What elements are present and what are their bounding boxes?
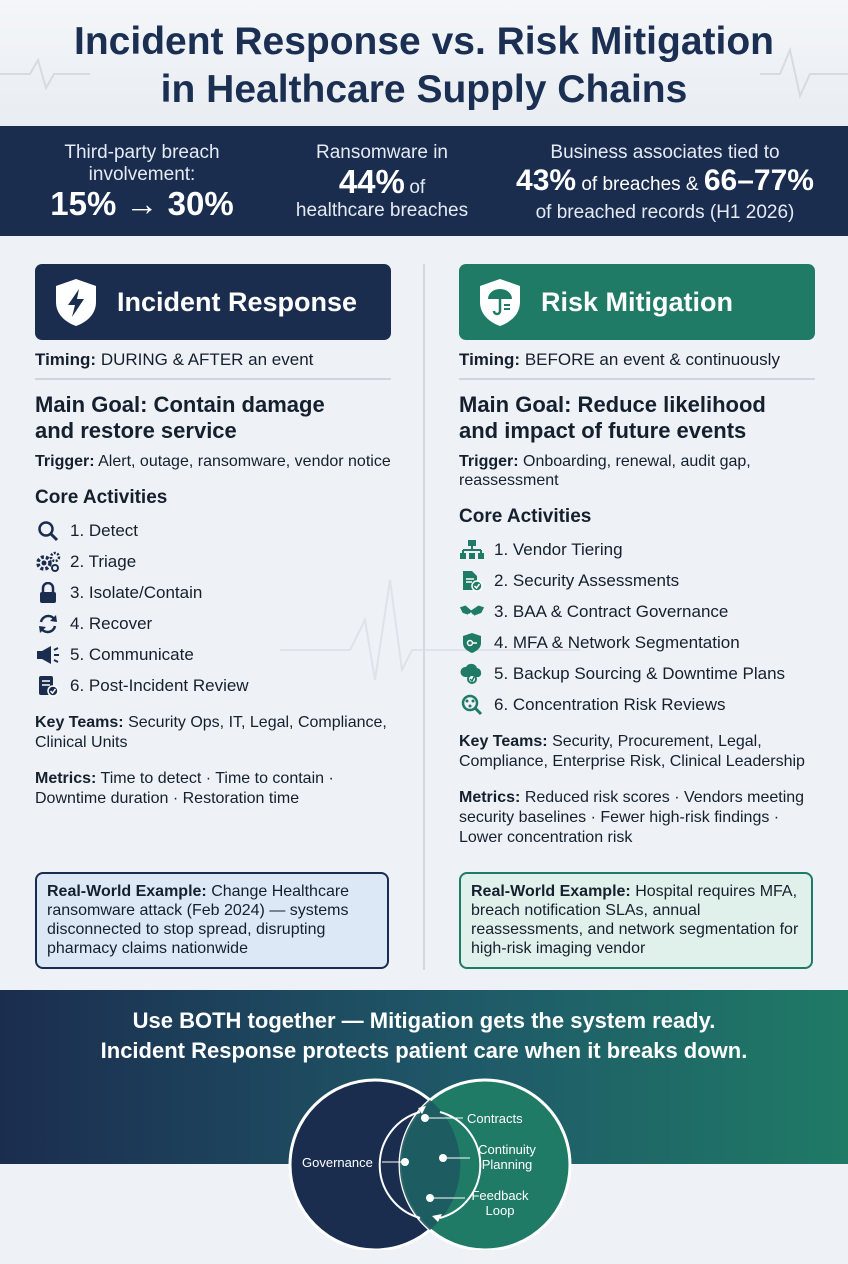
activity-label: 5. Communicate (70, 644, 194, 664)
stat-value: 15% → 30% (50, 185, 234, 222)
stat-business-associates (500, 142, 830, 224)
node-dot (439, 1154, 447, 1162)
timing-value: DURING & AFTER an event (100, 350, 314, 369)
stat-label: Ransomware in (316, 142, 448, 163)
metrics-value: Reduced risk scores · Vendors meeting security baselines · Fewer high-risk findings · Lower concentration risk (459, 789, 805, 846)
activity-label: 6. Concentration Risk Reviews (494, 694, 726, 714)
title-line-2: in Healthcare Supply Chains (160, 68, 688, 111)
metrics (459, 788, 815, 848)
example-text: Change Healthcare ransomware attack (Feb 2024) — systems disconnected to stop spread, disrupting pharmacy claims nationwide (47, 883, 350, 957)
activity-label: 2. Security Assessments (494, 570, 680, 590)
activity-label: 3. Isolate/Contain (70, 582, 203, 602)
shield-icon (459, 631, 485, 655)
shield-umbrella-icon (473, 275, 527, 329)
activity-label: 4. Recover (70, 613, 153, 633)
stat-value: 66–77% (703, 164, 814, 197)
stat-value: 44% (338, 163, 405, 200)
column-divider (423, 264, 425, 970)
metrics-value: Time to detect · Time to contain · Downtime duration · Restoration time (35, 770, 334, 807)
example-label: Real-World Example: (471, 883, 631, 900)
summary-line-2: Incident Response protects patient care when it breaks down. (100, 1038, 748, 1063)
real-world-example-box (35, 872, 389, 969)
activity-label: 6. Post-Incident Review (70, 675, 249, 695)
column-title: Risk Mitigation (541, 286, 734, 317)
venn-label-feedback: Feedback Loop (471, 1188, 529, 1218)
shield-lightning-icon (49, 275, 103, 329)
activity-label: 1. Detect (70, 520, 139, 540)
handshake-icon (459, 600, 485, 624)
activity-list (35, 515, 391, 701)
list-item (459, 689, 815, 720)
list-item (35, 608, 391, 639)
report-check-icon (35, 674, 61, 698)
teams-value: Security, Procurement, Legal, Compliance, Enterprise Risk, Clinical Leadership (459, 733, 805, 770)
timing-value: BEFORE an event & continuously (524, 350, 780, 369)
node-dot (421, 1114, 429, 1122)
list-item (459, 596, 815, 627)
venn-label-continuity: Continuity Planning (478, 1142, 536, 1172)
goal-line: and impact of future events (459, 418, 747, 443)
example-text: Hospital requires MFA, breach notification SLAs, annual reassessments, and network segmentation for high-risk imaging vendor (471, 883, 799, 957)
metrics-label: Metrics: (459, 789, 521, 806)
key-teams (459, 732, 815, 772)
stat-of: of (409, 177, 426, 198)
hierarchy-icon (459, 538, 485, 562)
node-dot (426, 1194, 434, 1202)
activity-label: 3. BAA & Contract Governance (494, 601, 729, 621)
metrics-label: Metrics: (35, 770, 97, 787)
trigger-label: Trigger: (459, 453, 519, 470)
incident-response-header (35, 264, 391, 340)
stat-suffix: healthcare breaches (295, 200, 469, 221)
list-item (459, 658, 815, 689)
activity-list (459, 534, 815, 720)
list-item (35, 670, 391, 701)
stat-suffix: of breached records (H1 2026) (535, 202, 795, 223)
cloud-sync-icon (459, 662, 485, 686)
example-label: Real-World Example: (47, 883, 207, 900)
list-item (35, 639, 391, 670)
timing-row (459, 350, 815, 380)
activity-label: 1. Vendor Tiering (494, 539, 623, 559)
search-icon (35, 519, 61, 543)
stat-label: Third-party breach (64, 142, 220, 163)
trigger-value: Alert, outage, ransomware, vendor notice (98, 453, 391, 470)
activity-label: 2. Triage (70, 551, 137, 571)
teams-value: Security Ops, IT, Legal, Compliance, Clinical Units (35, 714, 387, 751)
node-dot (401, 1158, 409, 1166)
teams-label: Key Teams: (459, 733, 548, 750)
activity-label: 4. MFA & Network Segmentation (494, 632, 740, 652)
trigger-label: Trigger: (35, 453, 95, 470)
magnifier-network-icon (459, 693, 485, 717)
trigger-row (459, 452, 815, 490)
list-item (35, 515, 391, 546)
risk-mitigation-column (459, 264, 815, 957)
incident-response-column (35, 264, 391, 957)
goal-line: Main Goal: Reduce likelihood (459, 392, 766, 417)
stat-ransomware (282, 142, 482, 222)
stat-mid-text: of breaches & (581, 174, 699, 195)
list-item (35, 577, 391, 608)
key-teams (35, 713, 391, 753)
column-title: Incident Response (117, 286, 358, 317)
risk-mitigation-header (459, 264, 815, 340)
trigger-value: Onboarding, renewal, audit gap, reassessment (459, 453, 751, 489)
title-line-1: Incident Response vs. Risk Mitigation (74, 20, 774, 63)
main-goal (459, 392, 815, 444)
goal-line: and restore service (35, 418, 237, 443)
stat-value: 43% (516, 164, 577, 197)
gears-icon (35, 550, 61, 574)
summary-message (0, 1006, 848, 1066)
stat-third-party (22, 142, 262, 222)
real-world-example-box (459, 872, 813, 969)
summary-line-1: Use BOTH together — Mitigation gets the system ready. (132, 1008, 716, 1033)
venn-label-governance: Governance (302, 1155, 373, 1170)
timing-label: Timing: (35, 350, 97, 369)
refresh-icon (35, 612, 61, 636)
timing-label: Timing: (459, 350, 521, 369)
stat-label: Business associates tied to (550, 142, 780, 163)
stats-band (0, 126, 848, 236)
document-check-icon (459, 569, 485, 593)
timing-row (35, 350, 391, 380)
stat-label: involvement: (88, 164, 196, 185)
goal-line: Main Goal: Contain damage (35, 392, 325, 417)
list-item (459, 534, 815, 565)
core-activities-heading: Core Activities (459, 506, 592, 527)
venn-label-contracts: Contracts (467, 1111, 523, 1126)
teams-label: Key Teams: (35, 714, 124, 731)
list-item (459, 627, 815, 658)
trigger-row (35, 452, 391, 471)
list-item (459, 565, 815, 596)
page-title (0, 18, 848, 114)
megaphone-icon (35, 643, 61, 667)
title-section (0, 0, 848, 126)
main-goal (35, 392, 391, 444)
metrics (35, 769, 391, 809)
list-item (35, 546, 391, 577)
core-activities-heading: Core Activities (35, 487, 168, 508)
lock-icon (35, 581, 61, 605)
activity-label: 5. Backup Sourcing & Downtime Plans (494, 663, 786, 683)
